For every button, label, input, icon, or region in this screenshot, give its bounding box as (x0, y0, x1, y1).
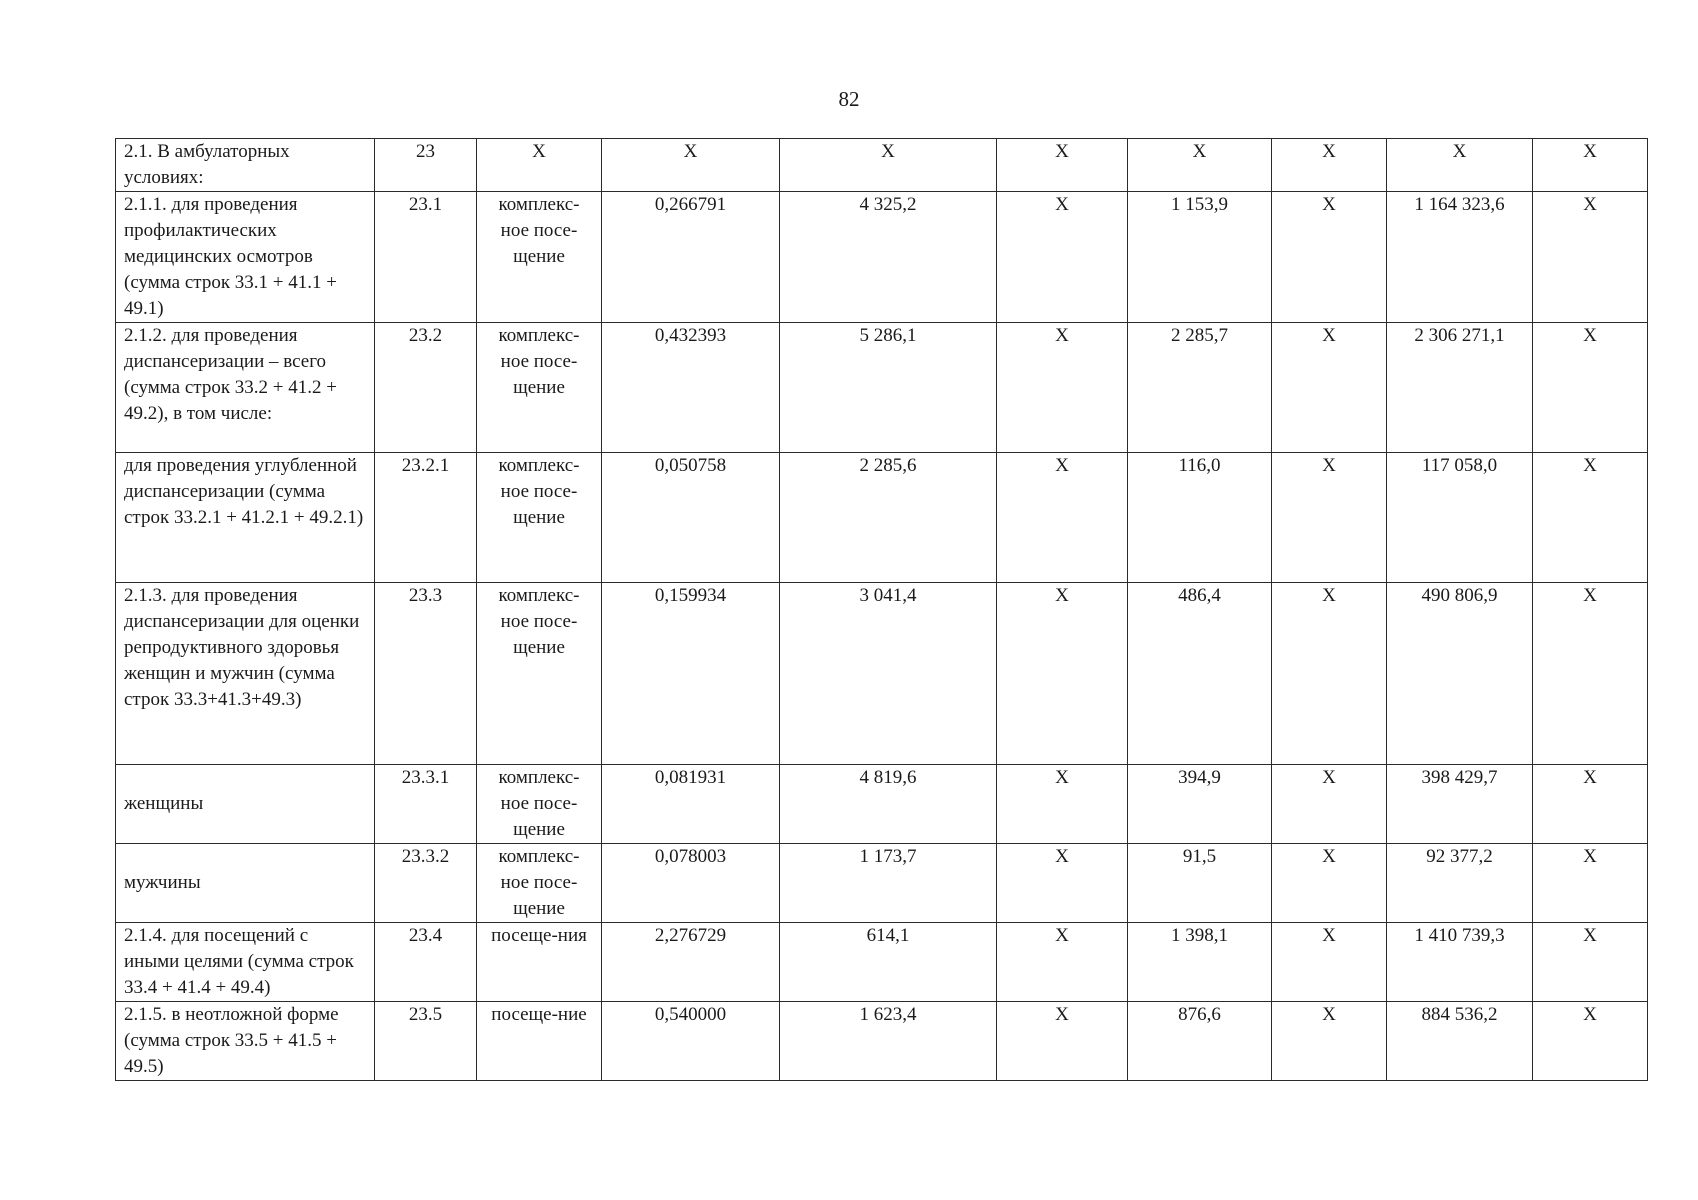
value-cell: 1 398,1 (1128, 923, 1272, 1002)
row-unit-cell: комплекс-ное посе-щение (477, 323, 602, 453)
value-cell: 398 429,7 (1387, 765, 1533, 844)
row-unit-cell: комплекс-ное посе-щение (477, 583, 602, 765)
value-cell: Х (1533, 583, 1648, 765)
table-row (116, 453, 1648, 583)
value-cell: Х (997, 192, 1128, 323)
row-unit-cell: посеще-ния (477, 923, 602, 1002)
value-cell: Х (1533, 1002, 1648, 1081)
value-cell: Х (997, 923, 1128, 1002)
value-cell: Х (1272, 765, 1387, 844)
value-cell: 0,081931 (602, 765, 780, 844)
value-cell: Х (1533, 453, 1648, 583)
value-cell: 0,078003 (602, 844, 780, 923)
row-name-cell: 2.1.5. в неотложной форме (сумма строк 33.5 + 41.5 + 49.5) (116, 1002, 375, 1081)
value-cell: 0,159934 (602, 583, 780, 765)
table-row (116, 923, 1648, 1002)
value-cell: Х (997, 844, 1128, 923)
value-cell: Х (602, 139, 780, 192)
value-cell: Х (997, 453, 1128, 583)
value-cell: 4 819,6 (780, 765, 997, 844)
value-cell: Х (1533, 765, 1648, 844)
row-name-cell: 2.1. В амбулаторных условиях: (116, 139, 375, 192)
value-cell: Х (1272, 192, 1387, 323)
row-name-cell: 2.1.3. для проведения диспансеризации для оценки репродуктивного здоровья женщин и мужчин (сумма строк 33.3+41.3+49.3) (116, 583, 375, 765)
value-cell: Х (997, 139, 1128, 192)
value-cell: 91,5 (1128, 844, 1272, 923)
value-cell: 614,1 (780, 923, 997, 1002)
row-name-cell: 2.1.4. для посещений с иными целями (сумма строк 33.4 + 41.4 + 49.4) (116, 923, 375, 1002)
value-cell: 0,540000 (602, 1002, 780, 1081)
value-cell: 2 285,6 (780, 453, 997, 583)
data-table (115, 138, 1648, 1081)
row-unit-cell: комплекс-ное посе-щение (477, 453, 602, 583)
row-code-cell: 23.2.1 (375, 453, 477, 583)
row-unit-cell: Х (477, 139, 602, 192)
value-cell: 2 285,7 (1128, 323, 1272, 453)
row-name-cell: 2.1.2. для проведения диспансеризации – всего (сумма строк 33.2 + 41.2 + 49.2), в том числе: (116, 323, 375, 453)
value-cell: Х (997, 765, 1128, 844)
value-cell: 3 041,4 (780, 583, 997, 765)
page-number: 82 (838, 87, 860, 111)
value-cell: 117 058,0 (1387, 453, 1533, 583)
value-cell: 5 286,1 (780, 323, 997, 453)
value-cell: Х (1272, 139, 1387, 192)
value-cell: 0,432393 (602, 323, 780, 453)
value-cell: 0,266791 (602, 192, 780, 323)
value-cell: 1 173,7 (780, 844, 997, 923)
value-cell: 116,0 (1128, 453, 1272, 583)
row-code-cell: 23.3.2 (375, 844, 477, 923)
table-row (116, 323, 1648, 453)
table-row (116, 139, 1648, 192)
row-code-cell: 23.4 (375, 923, 477, 1002)
row-name-cell: для проведения углубленной диспансеризации (сумма строк 33.2.1 + 41.2.1 + 49.2.1) (116, 453, 375, 583)
row-unit-cell: посеще-ние (477, 1002, 602, 1081)
row-code-cell: 23.3.1 (375, 765, 477, 844)
row-name-cell: женщины (116, 765, 375, 844)
value-cell: Х (1533, 923, 1648, 1002)
row-unit-cell: комплекс-ное посе-щение (477, 192, 602, 323)
value-cell: 490 806,9 (1387, 583, 1533, 765)
value-cell: Х (1387, 139, 1533, 192)
value-cell: 4 325,2 (780, 192, 997, 323)
value-cell: Х (1272, 844, 1387, 923)
value-cell: 1 153,9 (1128, 192, 1272, 323)
row-code-cell: 23.3 (375, 583, 477, 765)
value-cell: 0,050758 (602, 453, 780, 583)
value-cell: Х (1272, 1002, 1387, 1081)
value-cell: 876,6 (1128, 1002, 1272, 1081)
row-unit-cell: комплекс-ное посе-щение (477, 765, 602, 844)
value-cell: 92 377,2 (1387, 844, 1533, 923)
value-cell: 884 536,2 (1387, 1002, 1533, 1081)
value-cell: Х (1272, 583, 1387, 765)
table-row (116, 583, 1648, 765)
value-cell: Х (997, 1002, 1128, 1081)
row-code-cell: 23 (375, 139, 477, 192)
value-cell: Х (1533, 844, 1648, 923)
value-cell: 1 164 323,6 (1387, 192, 1533, 323)
row-unit-cell: комплекс-ное посе-щение (477, 844, 602, 923)
value-cell: Х (1533, 139, 1648, 192)
row-code-cell: 23.5 (375, 1002, 477, 1081)
value-cell: 394,9 (1128, 765, 1272, 844)
value-cell: Х (997, 323, 1128, 453)
value-cell: Х (1533, 192, 1648, 323)
value-cell: Х (1533, 323, 1648, 453)
value-cell: 486,4 (1128, 583, 1272, 765)
value-cell: 2,276729 (602, 923, 780, 1002)
value-cell: Х (1272, 453, 1387, 583)
row-name-cell: мужчины (116, 844, 375, 923)
value-cell: 1 410 739,3 (1387, 923, 1533, 1002)
value-cell: Х (997, 583, 1128, 765)
row-name-cell: 2.1.1. для проведения профилактических медицинских осмотров (сумма строк 33.1 + 41.1 + 49.1) (116, 192, 375, 323)
row-code-cell: 23.2 (375, 323, 477, 453)
value-cell: Х (1272, 923, 1387, 1002)
row-code-cell: 23.1 (375, 192, 477, 323)
value-cell: 2 306 271,1 (1387, 323, 1533, 453)
table-row (116, 192, 1648, 323)
table-row (116, 1002, 1648, 1081)
value-cell: Х (1272, 323, 1387, 453)
value-cell: Х (1128, 139, 1272, 192)
value-cell: 1 623,4 (780, 1002, 997, 1081)
table-row (116, 844, 1648, 923)
table-row (116, 765, 1648, 844)
value-cell: Х (780, 139, 997, 192)
